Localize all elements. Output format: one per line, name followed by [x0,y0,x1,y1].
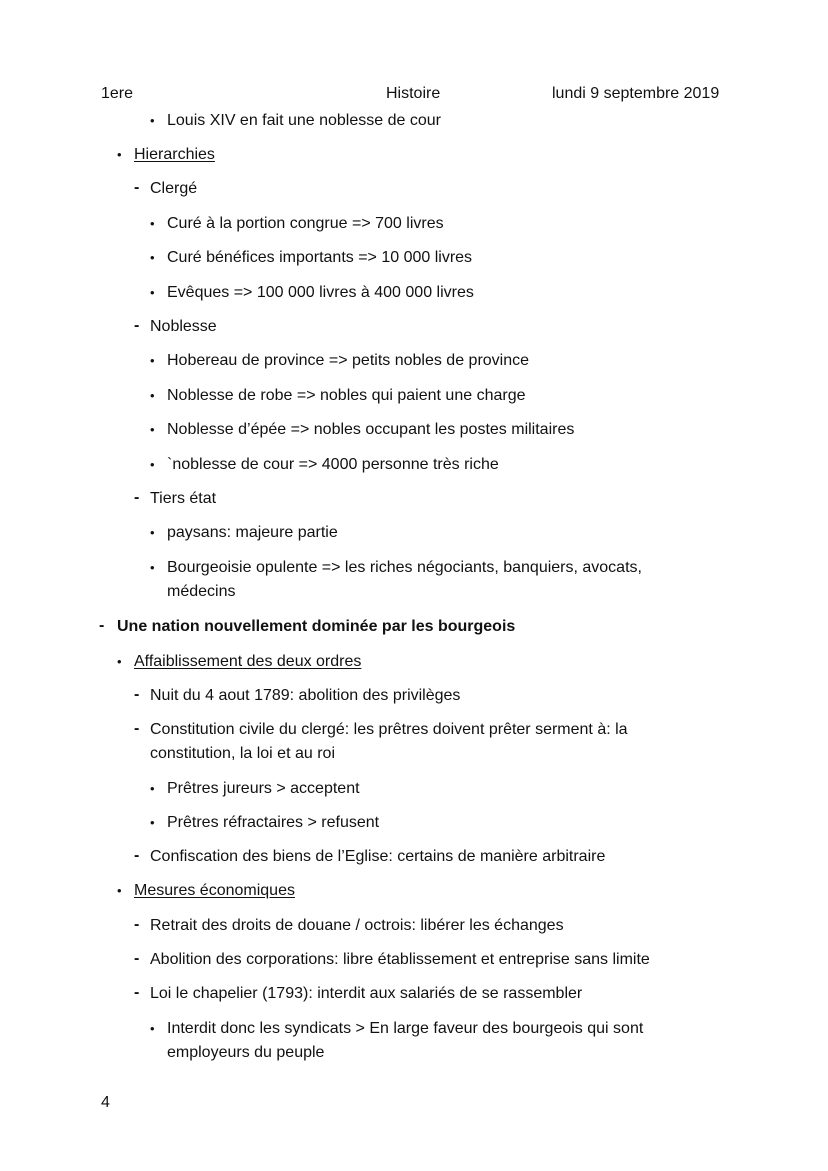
list-item: • paysans: majeure partie [167,521,338,545]
list-item: - Clergé [150,177,197,201]
list-item: - Tiers état [150,487,216,511]
list-item: • Interdit donc les syndicats > En large faveur des bourgeois qui sont [167,1017,643,1041]
section-title: - Une nation nouvellement dominée par les bourgeois [117,615,515,639]
list-item: • Noblesse de robe => nobles qui paient une charge [167,384,525,408]
list-item: • Prêtres réfractaires > refusent [167,811,379,835]
list-item: • Louis XIV en fait une noblesse de cour [167,109,441,133]
list-item: - Abolition des corporations: libre établissement et entreprise sans limite [150,948,650,972]
list-item: • Prêtres jureurs > acceptent [167,777,360,801]
list-item: • Curé bénéfices importants => 10 000 livres [167,246,472,270]
section-heading-affaiblissement: • Affaiblissement des deux ordres [134,650,361,674]
list-item: - Confiscation des biens de l’Eglise: certains de manière arbitraire [150,845,605,869]
list-item: • Bourgeoisie opulente => les riches négociants, banquiers, avocats, [167,556,642,580]
page-number: 4 [101,1094,110,1111]
list-item-continuation: employeurs du peuple [167,1044,325,1061]
list-item: - Noblesse [150,315,217,339]
list-item: • `noblesse de cour => 4000 personne très riche [167,453,499,477]
header-date: lundi 9 septembre 2019 [552,85,720,102]
list-item: - Constitution civile du clergé: les prêtres doivent prêter serment à: la [150,718,628,742]
header-subject: Histoire [386,85,441,102]
list-item: - Retrait des droits de douane / octrois: libérer les échanges [150,914,564,938]
list-item: • Noblesse d’épée => nobles occupant les postes militaires [167,418,574,442]
section-heading-mesures: • Mesures économiques [134,879,295,903]
section-heading-hierarchies: • Hierarchies [134,143,215,167]
list-item-continuation: médecins [167,583,236,600]
list-item: - Loi le chapelier (1793): interdit aux salariés de se rassembler [150,982,582,1006]
list-item-continuation: constitution, la loi et au roi [150,745,335,762]
header-class: 1ere [101,85,134,102]
list-item: - Nuit du 4 aout 1789: abolition des privilèges [150,684,460,708]
list-item: • Hobereau de province => petits nobles de province [167,349,529,373]
list-item: • Curé à la portion congrue => 700 livres [167,212,444,236]
list-item: • Evêques => 100 000 livres à 400 000 livres [167,281,474,305]
